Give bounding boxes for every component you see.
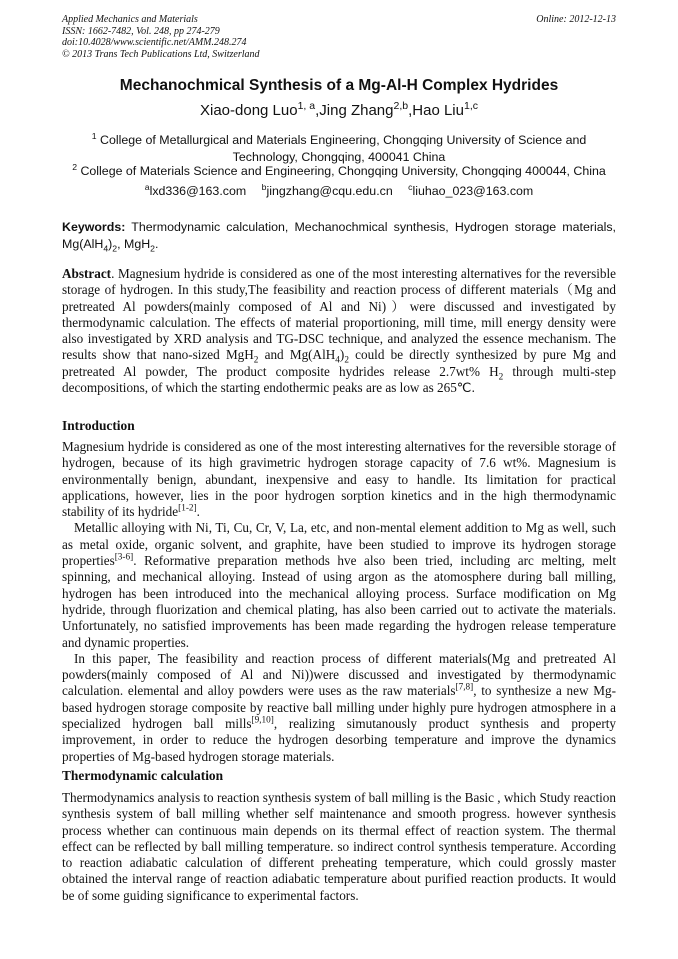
keywords-label: Keywords: xyxy=(62,220,126,234)
paragraph-text: , realizing simutanously product synthesis and property improvement, in order to reduce the hydrogen desorbing temperature and improve the dynamics properties of Mg-based hydrogen storage materials. xyxy=(62,716,616,764)
journal-header xyxy=(62,14,616,60)
author-name: ,Hao Liu xyxy=(408,102,464,119)
affiliation-text: College of Metallurgical and Materials Engineering, Chongqing University of Science and xyxy=(96,133,587,147)
paragraph-text: , to synthesize a new Mg-based hydrogen storage composite by reactive ball milling under highly pure hydrogen atmosphere in a specialized hydrogen ball mills xyxy=(62,683,616,732)
author-name: ,Jing Zhang xyxy=(315,102,394,119)
copyright-line: © 2013 Trans Tech Publications Ltd, Switzerland xyxy=(62,48,260,60)
subscript: 2 xyxy=(344,355,349,366)
subscript: 2 xyxy=(498,371,504,382)
affiliation-text: College of Materials Science and Engineering, Chongqing University, Chongqing 400044, China xyxy=(77,164,606,178)
author-emails xyxy=(40,181,638,198)
keywords-text: , MgH xyxy=(117,237,151,251)
author-name: Xiao-dong Luo xyxy=(200,102,298,119)
email-mark: b xyxy=(261,181,267,192)
abstract-text: ) xyxy=(339,347,345,363)
abstract xyxy=(62,266,616,396)
paragraph-text: . Reformative preparation methods hve also been tried, including arc melting, melt spinning, and mechanical alloying. Instead of using argon as the atomosphere during ball milling, hydrogen has been introduced into the mechanical alloying process. Surface modification on Mg hydride, through fluorization and chemical plating, has also been carried out to activate the materials. Unfortunately, no satisfied improvements has been made regarding the hydrogen release temperature and dynamic properties. xyxy=(62,553,616,650)
author-list xyxy=(40,102,638,119)
thermodynamic-body xyxy=(62,790,616,904)
paragraph-text: . xyxy=(196,504,200,520)
author-affiliation-mark: 1,c xyxy=(463,100,478,112)
introduction-body xyxy=(62,439,616,765)
paragraph-text: In this paper, The feasibility and reaction process of different materials(Mg and pretreated Al powders(mainly composed of Al and Ni))were discussed and investigated by thermodynamic calculation. elemental and alloy powders were uses as the raw materials xyxy=(62,650,616,699)
journal-name: Applied Mechanics and Materials xyxy=(62,14,198,25)
citation[interactable]: [3-6] xyxy=(114,551,134,562)
subscript: 2 xyxy=(150,243,155,254)
email-link[interactable]: lxd336@163.com xyxy=(149,184,247,198)
abstract-text: through multi-step decompositions, of which the starting endothermic peaks are as low as 265℃. xyxy=(62,363,616,396)
email-link[interactable]: jingzhang@cqu.edu.cn xyxy=(266,184,393,198)
paper-title: Mechanochmical Synthesis of a Mg-Al-H Complex Hydrides xyxy=(119,77,559,94)
citation[interactable]: [7,8] xyxy=(455,682,474,693)
affiliation-text: Technology, Chongqing, 400041 China xyxy=(232,150,446,164)
subscript: 4 xyxy=(335,355,340,366)
paragraph-text: Metallic alloying with Ni, Ti, Cu, Cr, V, La, etc, and non-mental element addition to Mg as well, such as metal oxide, organic solvent, and graphite, have been studied to improve its hydrogen storage properties xyxy=(62,520,616,569)
doi-line: doi:10.4028/www.scientific.net/AMM.248.274 xyxy=(62,37,247,48)
affiliation-number: 1 xyxy=(91,130,97,141)
keywords-text: . xyxy=(154,237,159,251)
affiliation-2 xyxy=(56,163,622,180)
paragraph-text: Magnesium hydride is considered as one of the most interesting alternatives for the reversible storage of hydrogen, because of its high gravimetric hydrogen storage capacity of 7.6 wt%. Magnesium is environmentally benign, abundant, inexpensive and easy to handle. Its limitation for practical applications, however, lies in the poor hydrogen sorption kinetics and in the high thermodynamic stability of its hydride xyxy=(62,439,616,520)
paragraph xyxy=(62,439,616,520)
paragraph xyxy=(62,520,616,650)
author-affiliation-mark: 1, a xyxy=(297,100,316,112)
author-affiliation-mark: 2,b xyxy=(393,100,409,112)
abstract-label: Abstract xyxy=(62,266,112,281)
citation[interactable]: [1-2] xyxy=(178,502,197,513)
online-date: Online: 2012-12-13 xyxy=(536,14,616,25)
email-link[interactable]: liuhao_023@163.com xyxy=(412,184,534,198)
email-mark: a xyxy=(144,181,150,192)
subscript: 4 xyxy=(103,243,109,254)
paragraph: Thermodynamics analysis to reaction synthesis system of ball milling is the Basic , which Study reaction synthesis system of ball milling whether self maintenance and smooth progress. however synthesis process whether can continuous main depends on its thermal effect of reaction system. The thermal effect can be reflected by ball milling temperature. so indirect control synthesis temperature. According to reaction adiabatic calculation of different preheating temperature, which could grossly master obtained the interval range of reaction adiabatic temperature about purified reaction products. It would be of some guiding significance to experimental factors. xyxy=(62,790,616,903)
citation[interactable]: [9,10] xyxy=(251,714,274,725)
keywords-text: Thermodynamic calculation, Mechanochmical synthesis, Hydrogen storage materials, Mg(AlH xyxy=(62,220,616,251)
keywords-text: ) xyxy=(108,237,113,251)
section-heading-introduction: Introduction xyxy=(62,418,135,433)
affiliation-number: 2 xyxy=(72,161,78,172)
subscript: 2 xyxy=(112,243,118,254)
abstract-text: . Magnesium hydride is considered as one of the most interesting alternatives for the reversible storage of hydrogen. In this study,The feasibility and reaction process of different materials（Mg and pretreated Al powders(mainly composed of Al and Ni)）were discussed and investigated by thermodynamic calculation. The effects of material proportioning, mill time, mill energy density were also investigated by XRD analysis and TG-DSC technique, and analyzed the essence mechanism. The results show that nano-sized MgH xyxy=(62,266,616,363)
keywords xyxy=(62,219,616,253)
abstract-text: and Mg(AlH xyxy=(258,347,336,363)
email-mark: c xyxy=(408,181,413,192)
paragraph xyxy=(62,651,616,765)
section-heading-thermodynamic: Thermodynamic calculation xyxy=(62,768,224,783)
abstract-text: could be directly synthesized by pure Mg and pretreated Al powder, The product composite hydrides release 2.7wt% H xyxy=(62,347,617,379)
issn-line: ISSN: 1662-7482, Vol. 248, pp 274-279 xyxy=(62,25,220,37)
affiliation-1 xyxy=(62,132,616,166)
subscript: 2 xyxy=(253,355,259,366)
